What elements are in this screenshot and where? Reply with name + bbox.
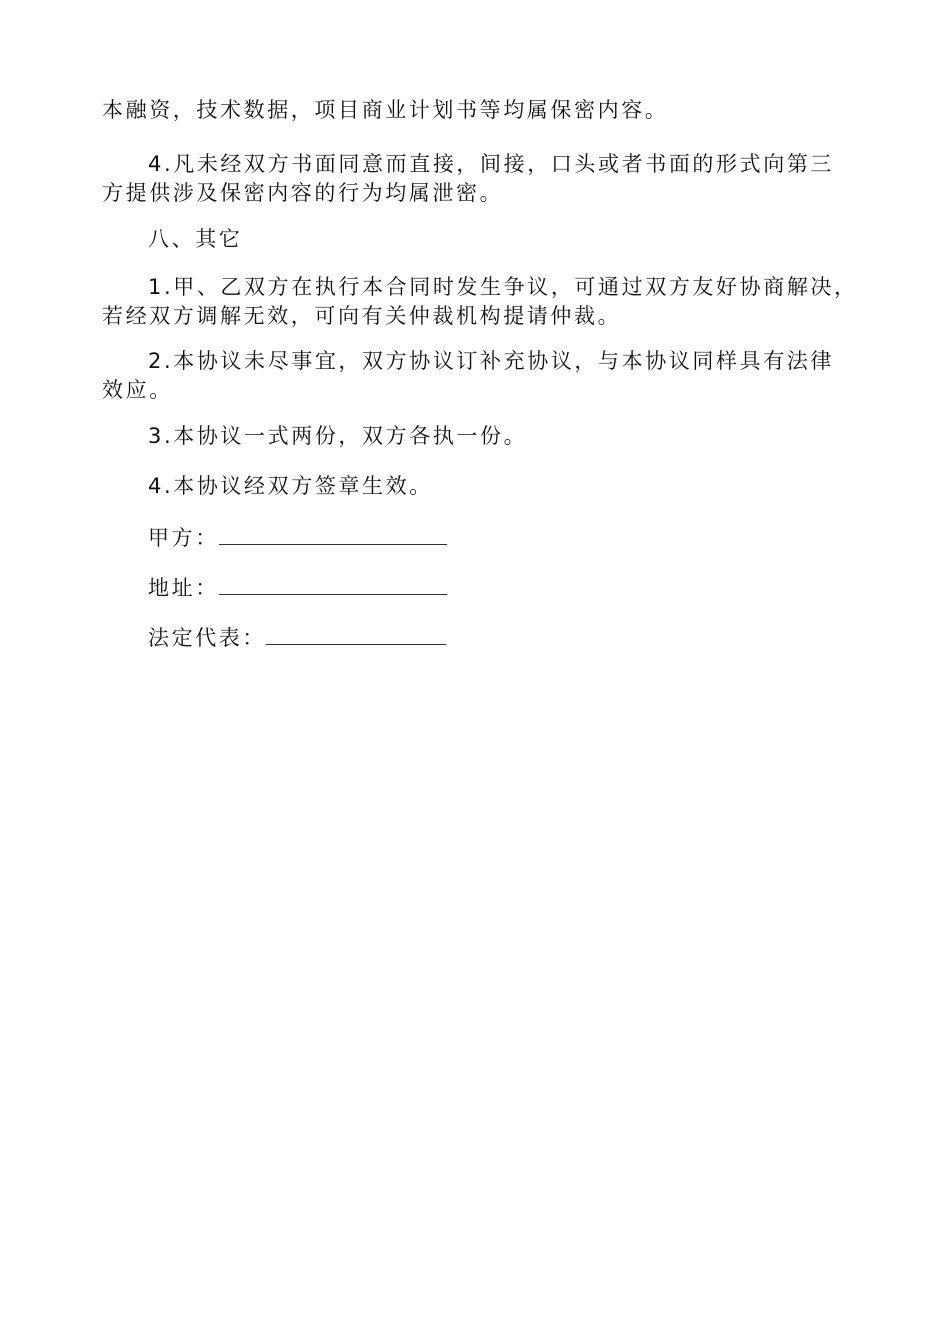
party-a-blank-line — [219, 522, 447, 545]
text-line: 3.本协议一式两份，双方各执一份。 — [148, 424, 528, 448]
paragraph-effective — [102, 472, 854, 501]
signature-legal-representative — [148, 622, 446, 653]
party-a-label: 甲方： — [148, 526, 219, 550]
paragraph-copies — [102, 422, 854, 451]
text-line: 方提供涉及保密内容的行为均属泄密。 — [102, 181, 504, 205]
text-line: 4.本协议经双方签章生效。 — [148, 474, 433, 498]
paragraph-leak-definition — [102, 150, 854, 208]
text-line: 2.本协议未尽事宜，双方协议订补充协议，与本协议同样具有法律 — [148, 349, 835, 373]
text-line: 本融资，技术数据，项目商业计划书等均属保密内容。 — [102, 98, 669, 122]
paragraph-confidential-content — [102, 96, 854, 125]
section-heading-other — [102, 225, 854, 254]
paragraph-supplementary-agreement — [102, 347, 854, 405]
text-line: 八、其它 — [148, 227, 243, 251]
text-line: 效应。 — [102, 378, 173, 402]
legal-rep-blank-line — [266, 622, 446, 645]
legal-rep-label: 法定代表： — [148, 626, 266, 650]
text-line: 若经双方调解无效，可向有关仲裁机构提请仲裁。 — [102, 304, 622, 328]
signature-address — [148, 572, 447, 603]
address-label: 地址： — [148, 576, 219, 600]
address-blank-line — [219, 572, 447, 595]
text-line: 1.甲、乙双方在执行本合同时发生争议，可通过双方友好协商解决， — [148, 275, 858, 299]
signature-party-a — [148, 522, 447, 553]
paragraph-dispute-resolution — [102, 273, 858, 331]
text-line: 4.凡未经双方书面同意而直接，间接，口头或者书面的形式向第三 — [148, 152, 835, 176]
